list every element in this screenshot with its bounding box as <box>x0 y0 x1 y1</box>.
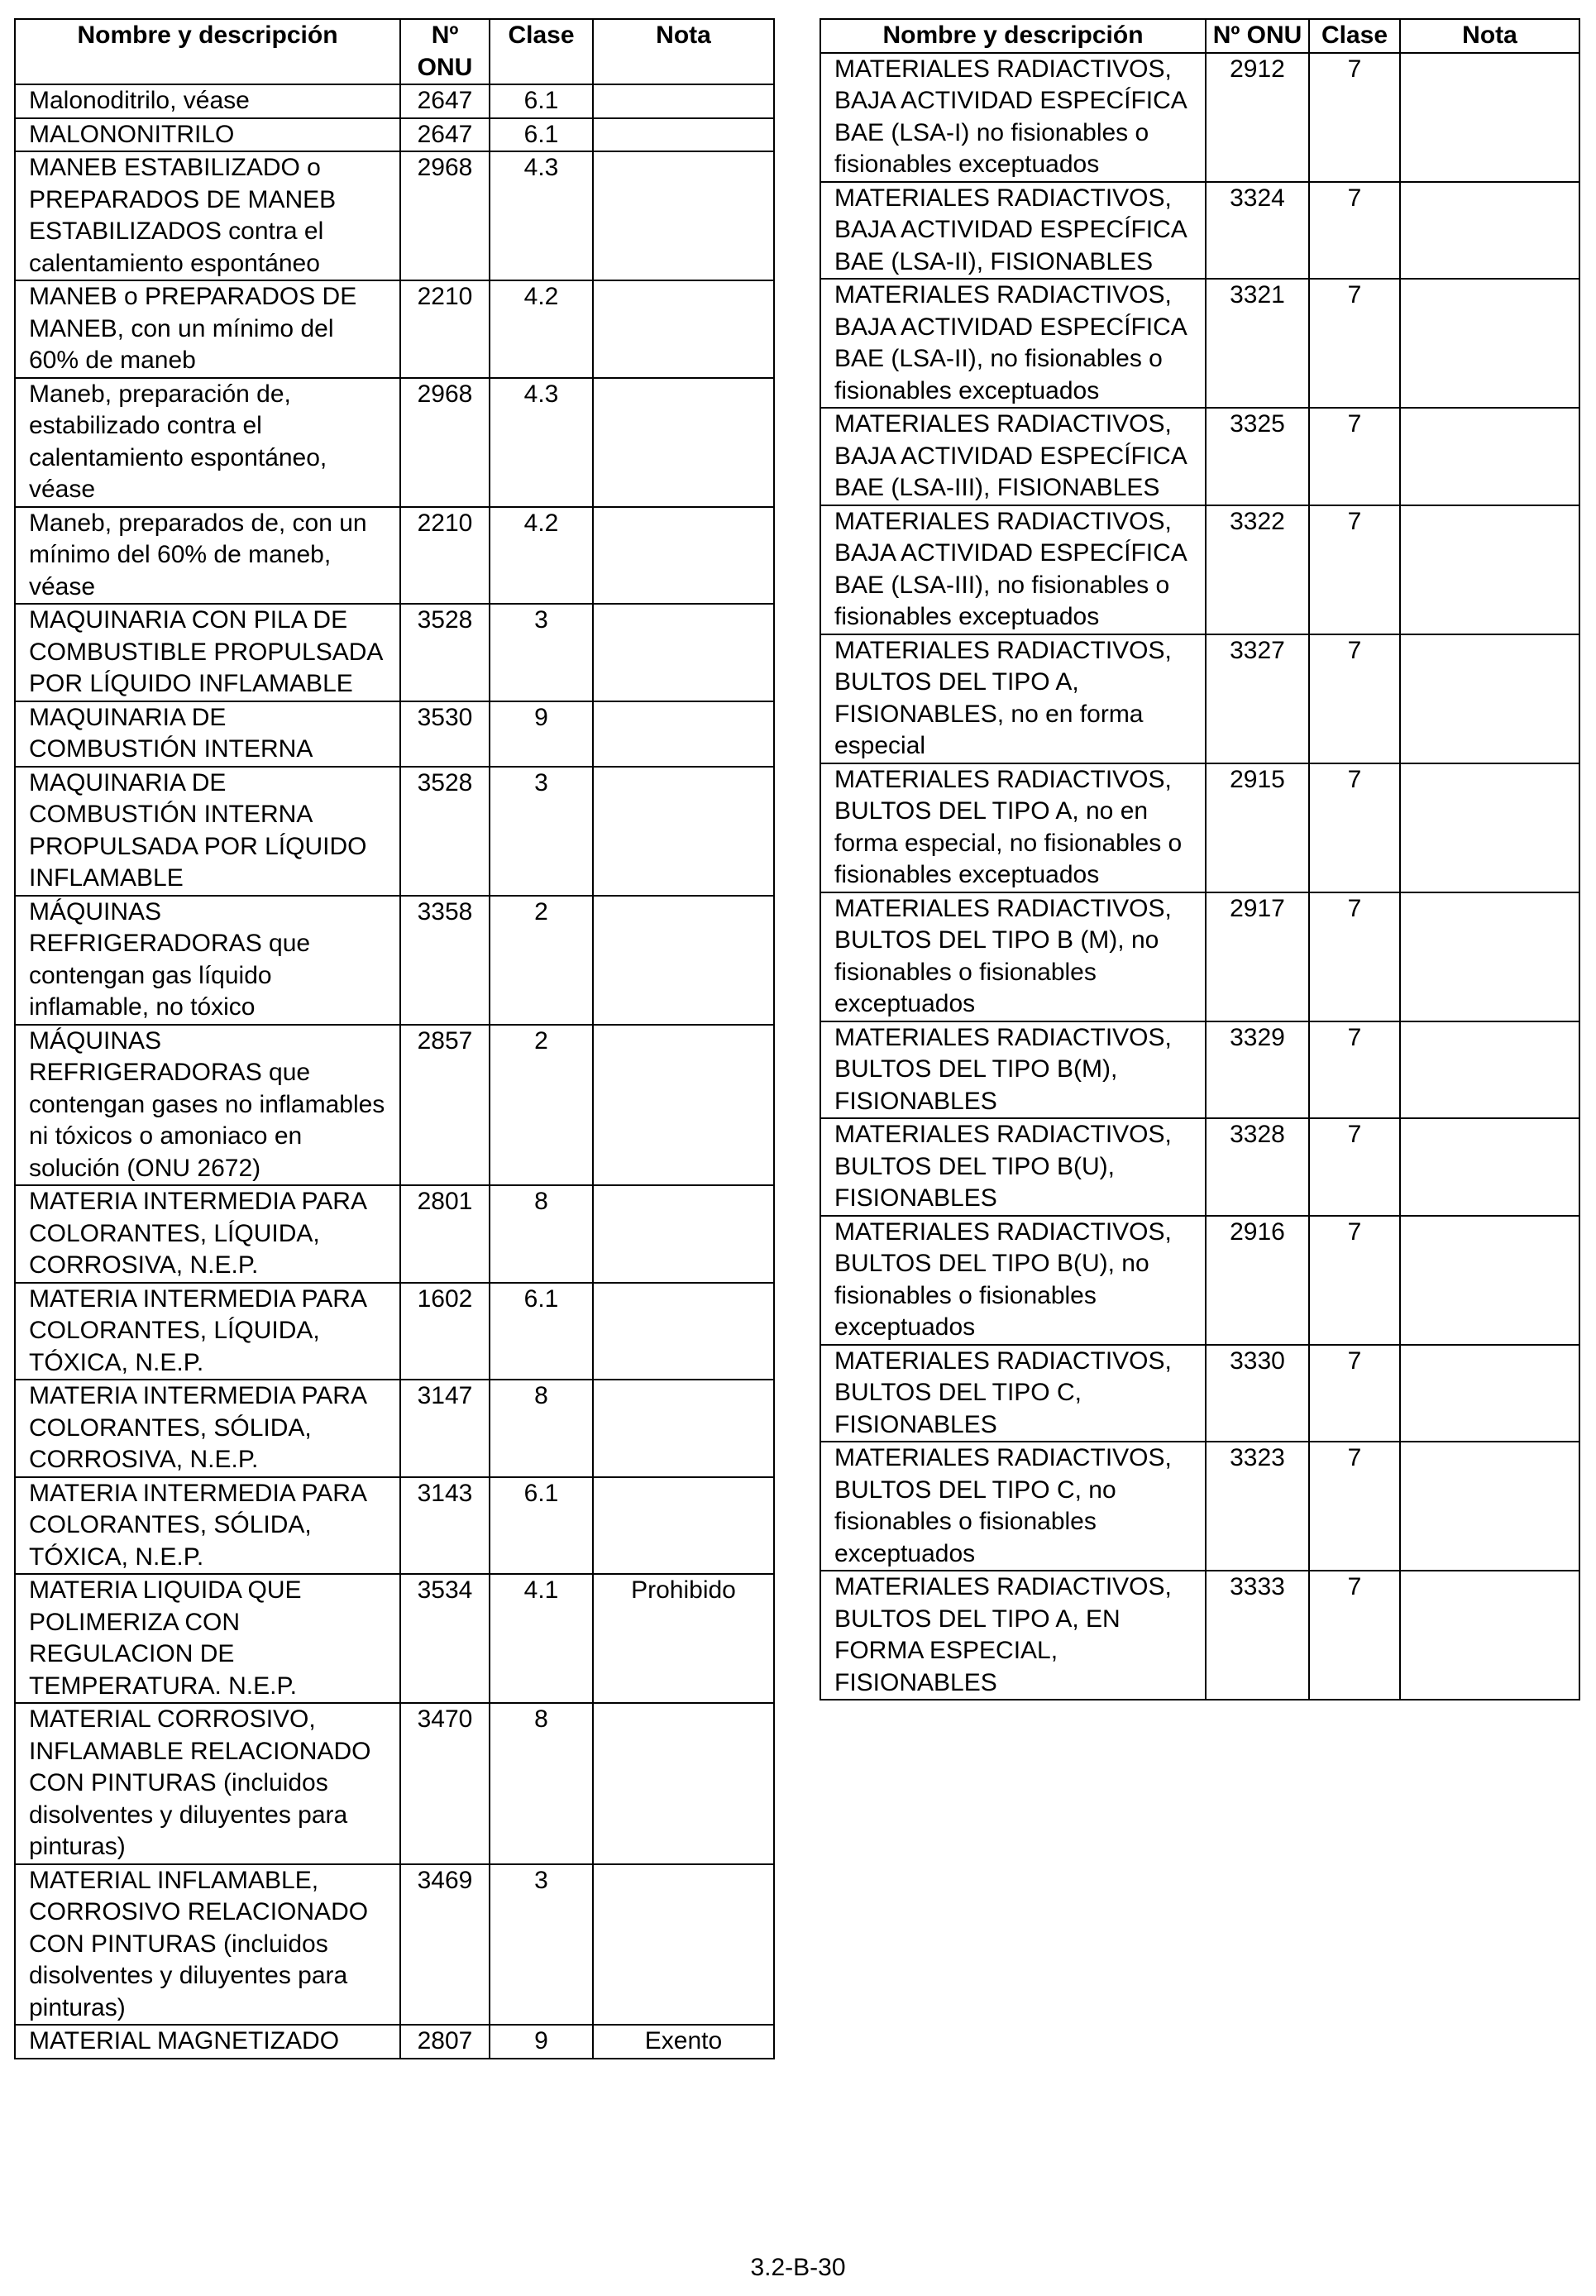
note <box>1400 1571 1579 1700</box>
un-number: 3324 <box>1206 182 1309 280</box>
hazard-class: 4.3 <box>490 151 593 280</box>
substance-name: MATERIAL MAGNETIZADO <box>15 2025 400 2059</box>
note <box>593 1025 774 1186</box>
header-class: Clase <box>490 19 593 84</box>
note <box>593 118 774 152</box>
table-row <box>15 1185 774 1283</box>
substance-name: MATERIAL INFLAMABLE, CORROSIVO RELACIONADO CON PINTURAS (incluidos disolventes y diluyentes para pinturas) <box>15 1864 400 2026</box>
substance-name: MATERIA INTERMEDIA PARA COLORANTES, LÍQUIDA, CORROSIVA, N.E.P. <box>15 1185 400 1283</box>
dangerous-goods-table-right <box>820 18 1580 1700</box>
hazard-class: 6.1 <box>490 118 593 152</box>
note <box>593 1477 774 1575</box>
hazard-class: 3 <box>490 767 593 896</box>
un-number: 3530 <box>400 701 490 767</box>
note: Exento <box>593 2025 774 2059</box>
note <box>1400 182 1579 280</box>
un-number: 2807 <box>400 2025 490 2059</box>
note <box>1400 1442 1579 1571</box>
hazard-class: 7 <box>1309 1571 1400 1700</box>
header-name: Nombre y descripción <box>820 19 1206 53</box>
un-number: 3469 <box>400 1864 490 2026</box>
table-row <box>820 53 1579 182</box>
note <box>593 1864 774 2026</box>
un-number: 3321 <box>1206 279 1309 408</box>
un-number: 3329 <box>1206 1021 1309 1119</box>
header-class: Clase <box>1309 19 1400 53</box>
table-row <box>820 1021 1579 1119</box>
note <box>593 1283 774 1380</box>
substance-name: MATERIALES RADIACTIVOS, BULTOS DEL TIPO B (M), no fisionables o fisionables exceptuados <box>820 892 1206 1021</box>
note <box>593 84 774 118</box>
table-row <box>15 507 774 605</box>
note <box>593 151 774 280</box>
hazard-class: 7 <box>1309 1442 1400 1571</box>
table-row <box>820 408 1579 505</box>
table-row <box>15 701 774 767</box>
un-number: 2916 <box>1206 1216 1309 1345</box>
substance-name: MAQUINARIA CON PILA DE COMBUSTIBLE PROPULSADA POR LÍQUIDO INFLAMABLE <box>15 604 400 701</box>
substance-name: MÁQUINAS REFRIGERADORAS que contengan gas líquido inflamable, no tóxico <box>15 896 400 1025</box>
substance-name: MATERIAL CORROSIVO, INFLAMABLE RELACIONADO CON PINTURAS (incluidos disolventes y diluyentes para pinturas) <box>15 1703 400 1864</box>
note <box>1400 505 1579 634</box>
note <box>593 280 774 378</box>
table-row <box>820 505 1579 634</box>
hazard-class: 7 <box>1309 505 1400 634</box>
table-row <box>820 279 1579 408</box>
table-row <box>15 378 774 507</box>
un-number: 2912 <box>1206 53 1309 182</box>
hazard-class: 4.1 <box>490 1574 593 1703</box>
un-number: 2647 <box>400 118 490 152</box>
hazard-class: 7 <box>1309 279 1400 408</box>
un-number: 2210 <box>400 507 490 605</box>
hazard-class: 7 <box>1309 1345 1400 1442</box>
table-row <box>820 1345 1579 1442</box>
substance-name: MATERIALES RADIACTIVOS, BULTOS DEL TIPO C, no fisionables o fisionables exceptuados <box>820 1442 1206 1571</box>
note <box>1400 634 1579 763</box>
substance-name: MAQUINARIA DE COMBUSTIÓN INTERNA PROPULSADA POR LÍQUIDO INFLAMABLE <box>15 767 400 896</box>
table-row <box>15 84 774 118</box>
hazard-class: 8 <box>490 1703 593 1864</box>
un-number: 3534 <box>400 1574 490 1703</box>
un-number: 1602 <box>400 1283 490 1380</box>
hazard-class: 7 <box>1309 763 1400 892</box>
table-row <box>15 280 774 378</box>
hazard-class: 7 <box>1309 1021 1400 1119</box>
un-number: 3470 <box>400 1703 490 1864</box>
note <box>1400 1021 1579 1119</box>
hazard-class: 7 <box>1309 634 1400 763</box>
note <box>593 767 774 896</box>
hazard-class: 4.2 <box>490 507 593 605</box>
un-number: 3327 <box>1206 634 1309 763</box>
table-row <box>15 118 774 152</box>
table-row <box>820 1571 1579 1700</box>
substance-name: MAQUINARIA DE COMBUSTIÓN INTERNA <box>15 701 400 767</box>
hazard-class: 4.3 <box>490 378 593 507</box>
table-body-left <box>15 84 774 2059</box>
substance-name: Maneb, preparados de, con un mínimo del 60% de maneb, véase <box>15 507 400 605</box>
table-row <box>15 1380 774 1477</box>
substance-name: MATERIALES RADIACTIVOS, BULTOS DEL TIPO C, FISIONABLES <box>820 1345 1206 1442</box>
substance-name: MANEB ESTABILIZADO o PREPARADOS DE MANEB ESTABILIZADOS contra el calentamiento espontáneo <box>15 151 400 280</box>
un-number: 3330 <box>1206 1345 1309 1442</box>
un-number: 3528 <box>400 604 490 701</box>
page-number: 3.2-B-30 <box>750 2254 846 2281</box>
substance-name: MATERIALES RADIACTIVOS, BAJA ACTIVIDAD ESPECÍFICA BAE (LSA-II), FISIONABLES <box>820 182 1206 280</box>
substance-name: MÁQUINAS REFRIGERADORAS que contengan gases no inflamables ni tóxicos o amoniaco en solución (ONU 2672) <box>15 1025 400 1186</box>
substance-name: MATERIALES RADIACTIVOS, BAJA ACTIVIDAD ESPECÍFICA BAE (LSA-I) no fisionables o fisionables exceptuados <box>820 53 1206 182</box>
table-row <box>15 1574 774 1703</box>
table-row <box>15 1477 774 1575</box>
un-number: 3323 <box>1206 1442 1309 1571</box>
header-un-number: Nº ONU <box>1206 19 1309 53</box>
table-row <box>820 634 1579 763</box>
substance-name: MATERIA INTERMEDIA PARA COLORANTES, SÓLIDA, CORROSIVA, N.E.P. <box>15 1380 400 1477</box>
hazard-class: 2 <box>490 896 593 1025</box>
note <box>1400 408 1579 505</box>
note <box>593 1703 774 1864</box>
hazard-class: 3 <box>490 1864 593 2026</box>
hazard-class: 7 <box>1309 892 1400 1021</box>
table-row <box>15 767 774 896</box>
substance-name: MATERIALES RADIACTIVOS, BAJA ACTIVIDAD ESPECÍFICA BAE (LSA-II), no fisionables o fisionables exceptuados <box>820 279 1206 408</box>
hazard-class: 6.1 <box>490 1477 593 1575</box>
header-note: Nota <box>1400 19 1579 53</box>
un-number: 3325 <box>1206 408 1309 505</box>
hazard-class: 7 <box>1309 182 1400 280</box>
note <box>1400 53 1579 182</box>
un-number: 3333 <box>1206 1571 1309 1700</box>
un-number: 2968 <box>400 378 490 507</box>
un-number: 2968 <box>400 151 490 280</box>
un-number: 2647 <box>400 84 490 118</box>
hazard-class: 7 <box>1309 408 1400 505</box>
table-row <box>15 151 774 280</box>
un-number: 2801 <box>400 1185 490 1283</box>
table-row <box>820 1216 1579 1345</box>
hazard-class: 6.1 <box>490 1283 593 1380</box>
substance-name: MATERIALES RADIACTIVOS, BULTOS DEL TIPO B(U), no fisionables o fisionables exceptuados <box>820 1216 1206 1345</box>
substance-name: MATERIA INTERMEDIA PARA COLORANTES, SÓLIDA, TÓXICA, N.E.P. <box>15 1477 400 1575</box>
header-un-number: Nº ONU <box>400 19 490 84</box>
substance-name: MALONONITRILO <box>15 118 400 152</box>
note <box>593 1185 774 1283</box>
un-number: 3328 <box>1206 1118 1309 1216</box>
dangerous-goods-table-left <box>14 18 775 2059</box>
hazard-class: 3 <box>490 604 593 701</box>
note <box>593 604 774 701</box>
substance-name: MATERIALES RADIACTIVOS, BAJA ACTIVIDAD ESPECÍFICA BAE (LSA-III), FISIONABLES <box>820 408 1206 505</box>
header-note: Nota <box>593 19 774 84</box>
table-row <box>820 763 1579 892</box>
header-name: Nombre y descripción <box>15 19 400 84</box>
substance-name: MATERIA INTERMEDIA PARA COLORANTES, LÍQUIDA, TÓXICA, N.E.P. <box>15 1283 400 1380</box>
table-header-row <box>15 19 774 84</box>
substance-name: MATERIALES RADIACTIVOS, BULTOS DEL TIPO B(M), FISIONABLES <box>820 1021 1206 1119</box>
substance-name: Malonoditrilo, véase <box>15 84 400 118</box>
table-row <box>820 892 1579 1021</box>
table-body-right <box>820 53 1579 1700</box>
note <box>593 378 774 507</box>
hazard-class: 9 <box>490 2025 593 2059</box>
hazard-class: 9 <box>490 701 593 767</box>
substance-name: MANEB o PREPARADOS DE MANEB, con un mínimo del 60% de maneb <box>15 280 400 378</box>
note <box>1400 279 1579 408</box>
substance-name: MATERIALES RADIACTIVOS, BULTOS DEL TIPO A, FISIONABLES, no en forma especial <box>820 634 1206 763</box>
table-row <box>15 896 774 1025</box>
substance-name: MATERIALES RADIACTIVOS, BULTOS DEL TIPO B(U), FISIONABLES <box>820 1118 1206 1216</box>
un-number: 3143 <box>400 1477 490 1575</box>
note <box>593 896 774 1025</box>
substance-name: MATERIALES RADIACTIVOS, BAJA ACTIVIDAD ESPECÍFICA BAE (LSA-III), no fisionables o fisionables exceptuados <box>820 505 1206 634</box>
note <box>593 701 774 767</box>
substance-name: MATERIA LIQUIDA QUE POLIMERIZA CON REGULACION DE TEMPERATURA. N.E.P. <box>15 1574 400 1703</box>
table-row <box>15 1283 774 1380</box>
hazard-class: 7 <box>1309 1118 1400 1216</box>
table-row <box>15 1864 774 2026</box>
note <box>593 1380 774 1477</box>
un-number: 3358 <box>400 896 490 1025</box>
table-header-row <box>820 19 1579 53</box>
hazard-class: 8 <box>490 1185 593 1283</box>
hazard-class: 2 <box>490 1025 593 1186</box>
un-number: 3528 <box>400 767 490 896</box>
note <box>593 507 774 605</box>
un-number: 2917 <box>1206 892 1309 1021</box>
note <box>1400 892 1579 1021</box>
substance-name: MATERIALES RADIACTIVOS, BULTOS DEL TIPO A, EN FORMA ESPECIAL, FISIONABLES <box>820 1571 1206 1700</box>
hazard-class: 6.1 <box>490 84 593 118</box>
note <box>1400 1118 1579 1216</box>
table-row <box>15 604 774 701</box>
table-row <box>820 1442 1579 1571</box>
un-number: 2210 <box>400 280 490 378</box>
table-row <box>820 1118 1579 1216</box>
un-number: 3147 <box>400 1380 490 1477</box>
note <box>1400 763 1579 892</box>
table-row <box>15 2025 774 2059</box>
note: Prohibido <box>593 1574 774 1703</box>
hazard-class: 7 <box>1309 1216 1400 1345</box>
substance-name: Maneb, preparación de, estabilizado contra el calentamiento espontáneo, véase <box>15 378 400 507</box>
un-number: 3322 <box>1206 505 1309 634</box>
table-row <box>15 1703 774 1864</box>
substance-name: MATERIALES RADIACTIVOS, BULTOS DEL TIPO A, no en forma especial, no fisionables o fisionables exceptuados <box>820 763 1206 892</box>
un-number: 2857 <box>400 1025 490 1186</box>
table-row <box>15 1025 774 1186</box>
note <box>1400 1216 1579 1345</box>
hazard-class: 7 <box>1309 53 1400 182</box>
un-number: 2915 <box>1206 763 1309 892</box>
hazard-class: 8 <box>490 1380 593 1477</box>
note <box>1400 1345 1579 1442</box>
hazard-class: 4.2 <box>490 280 593 378</box>
table-row <box>820 182 1579 280</box>
